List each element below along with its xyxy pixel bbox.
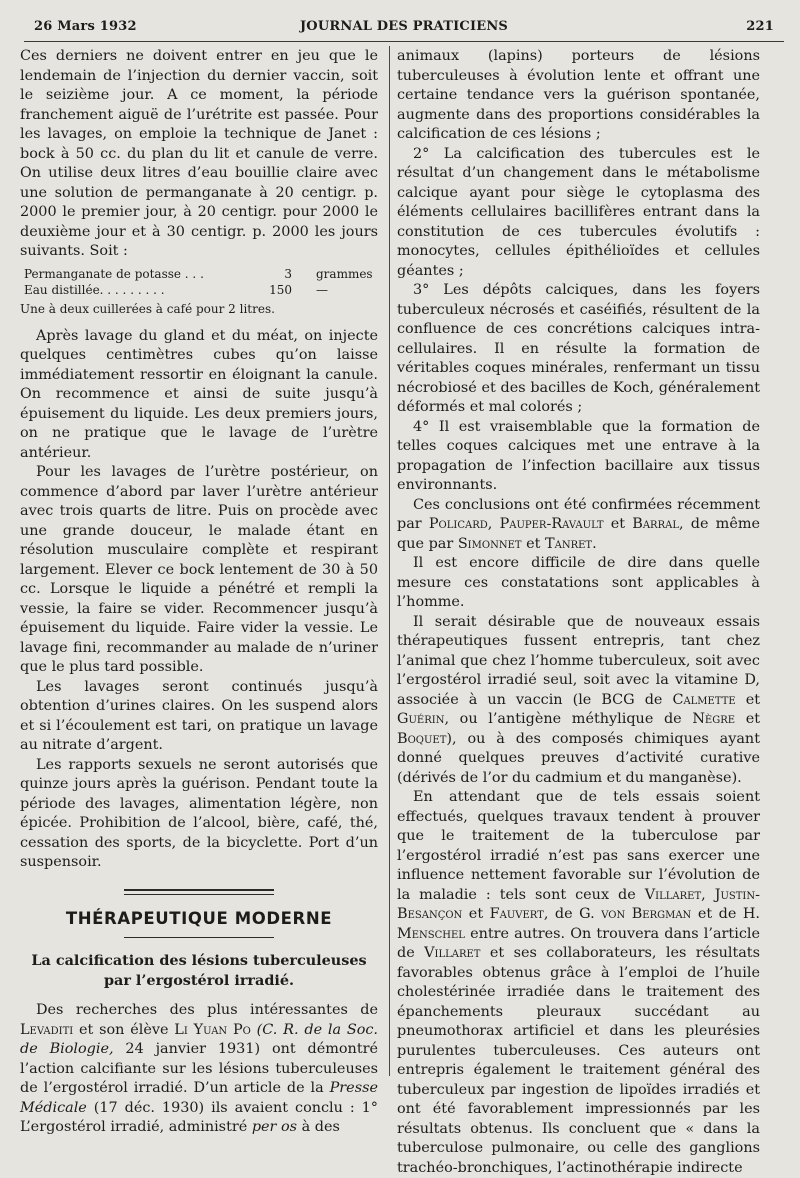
header-rule [24, 41, 784, 42]
text-run: (17 déc. 1930) ils avaient conclu : 1° L’ergostérol irradié, administré [20, 1099, 378, 1135]
text-run: et [735, 711, 760, 727]
author-name: Menschel [397, 925, 465, 942]
text-run: entre autres. On trouvera dans l’article de [397, 925, 760, 961]
author-name: Boquet [397, 730, 447, 747]
formula-row [20, 266, 378, 282]
paragraph-works [397, 788, 760, 1178]
paragraph-conclusion-4: 4° Il est vraisemblable que la formation de telles coques calciques met une entrave à la propagation de l’infection bacillaire aux tissus environnants. [397, 418, 760, 493]
citation: (C. R. de la Soc. de Biologie, [20, 1021, 379, 1057]
author-name: Nègre [692, 711, 736, 727]
prescription-formula [20, 266, 378, 317]
text-run: , ou l’antigène méthylique de [444, 711, 693, 727]
running-header [34, 19, 774, 39]
formula-unit: grammes [316, 266, 373, 281]
issue-date: 26 Mars 1932 [34, 19, 137, 34]
formula-ingredient: Eau distillée. . . . . . . . . [24, 282, 165, 297]
text-run: et [462, 906, 490, 922]
section-title: THÉRAPEUTIQUE MODERNE [65, 908, 333, 928]
text-run: Des recherches des plus intéressantes de [36, 1002, 378, 1018]
article-title [20, 951, 378, 991]
text-run: 24 janvier 1931) ont démontré l’action calcifiante sur les lésions tuberculeuses de l’ergostérol irradié. D’un article de la [20, 1041, 378, 1096]
author-name: Villaret [644, 886, 702, 903]
author-name: Policard [428, 516, 488, 532]
author-name: Guérin [397, 711, 445, 727]
author-name: Villaret [424, 945, 481, 961]
paragraph-uretre-posterieur: Pour les lavages de l’urètre postérieur, on commence d’abord par laver l’urètre antérieur avec trois quarts de litre. Puis on procède avec une grande douceur, le malade étant en résolution musculaire complète et respirant largement. Elever ce bock lentement de 30 à 50 cc. Lorsque le liquide a pénétré et rempli la vessie, la faire se vider. Recommencer jusqu’à épuisement du liquide. Faire vider la vessie. Le lavage fini, recommander au malade de n’uriner que le plus tard possible. [20, 464, 378, 675]
text-run: . [592, 535, 597, 552]
journal-title: JOURNAL DES PRATICIENS [299, 19, 509, 34]
formula-row [20, 282, 378, 298]
paragraph-conclusion-1: animaux (lapins) porteurs de lésions tuberculeuses à évolution lente et offrant une certaine tendance vers la guérison spontanée, augmente dans des proportions considérables la calcification de ces lésions ; [397, 48, 760, 142]
formula-note: Une à deux cuillerées à café pour 2 litres. [20, 301, 275, 316]
formula-unit: — [316, 282, 328, 297]
author-name: Levaditi [20, 1021, 74, 1038]
article-title-line: La calcification des lésions tuberculeuses [31, 952, 367, 969]
author-name: Tanret [545, 535, 593, 552]
text-run: et [521, 535, 545, 552]
section-rule-single [124, 937, 274, 938]
journal-reference: Presse Médicale [20, 1080, 378, 1116]
author-name: Pauper-Ravault [499, 516, 604, 532]
paragraph-article-intro [20, 1001, 378, 1138]
right-column [397, 47, 760, 1178]
paragraph-lavages-intro: Ces derniers ne doivent entrer en jeu que le lendemain de l’injection du dernier vaccin, soit le seizième jour. A ce moment, la période franchement aiguë de l’urétrite est passée. Pour les lavages, on emploie la technique de Janet : bock à 50 cc. du plan du lit et canule de verre. On utilise deux litres d’eau bouillie claire avec une solution de permanganate à 20 centigr. p. 2000 le premier jour, à 20 centigr. pour 2000 le deuxième jour et à 30 centigr. p. 2000 les jours suivants. Soit : [20, 48, 378, 259]
formula-quantity: 3 [284, 266, 292, 281]
author-name: Fauvert [489, 906, 544, 922]
formula-quantity: 150 [269, 282, 292, 297]
text-run: et [603, 516, 633, 532]
text-run: et ses collaborateurs, les résultats favorables obtenus grâce à l’emploi de l’huile cholestérinée irradiée dans le traitement des épanchements pleuraux succédant au pneumothorax artificiel et dans les pleurésies purulentes tuberculeuses. Ces auteurs ont entrepris également le traitement général des tuberculeux par ingestion de lipoïdes irradiés et ont été favorablement impressionnés par les résultats obtenus. Ils concluent que « dans la tuberculose pulmonaire, ou celle des ganglions trachéo-bronchiques, l’actinothérapie indirecte [397, 945, 760, 1176]
paragraph-conclusion-3: 3° Les dépôts calciques, dans les foyers tuberculeux nécrosés et caséifiés, résultent de la confluence de ces concrétions calciques intra-cellulaires. Il en résulte la formation de véritables coques minérales, renfermant un tissu nécrobiosé et des bacilles de Koch, généralement déformés et mal colorés ; [397, 282, 760, 415]
paragraph-new-trials [397, 613, 760, 789]
text-run: ), ou à des composés chimiques ayant donné quelques preuves d’activité curative (dérivés de l’or du cadmium et du manganèse). [397, 730, 760, 786]
text-run: , de G. [543, 906, 602, 922]
author-name: von Bergman [601, 906, 692, 922]
paragraph-hygiene: Les rapports sexuels ne seront autorisés que quinze jours après la guérison. Pendant toute la période des lavages, alimentation légère, non épicée. Prohibition de l’alcool, bière, café, thé, cessation des sports, de la bicyclette. Port d’un suspensoir. [20, 756, 378, 870]
text-run: Il serait désirable que de nouveaux essais thérapeutiques fussent entrepris, tant chez l’animal que chez l’homme tuberculeux, soit avec l’ergostérol irradié seul, soit avec la vitamine D, associée à un vaccin (le BCG de [397, 613, 760, 708]
paragraph-technique: Après lavage du gland et du méat, on injecte quelques centimètres cubes qu’on laisse immédiatement ressortir en éloignant la canule. On recommence et ainsi de suite jusqu’à épuisement du liquide. Les deux premiers jours, on ne pratique que le lavage de l’urètre antérieur. [20, 327, 378, 461]
text-run: et [735, 691, 761, 708]
text-run: et de H. [691, 906, 760, 922]
page-number: 221 [746, 19, 774, 34]
author-name: Li Yuan Po [174, 1021, 251, 1038]
text-run: , [701, 886, 715, 903]
text-run: , de même que par [397, 516, 761, 552]
paragraph-continuation: Les lavages seront continués jusqu’à obtention d’urines claires. On les suspend alors et si l’écoulement est tari, on pratique un lavage au nitrate d’argent. [20, 678, 378, 753]
text-run: à des [297, 1119, 340, 1135]
paragraph-conclusion-2: 2° La calcification des tubercules est le résultat d’un changement dans le métabolisme calcique ayant pour siège le cytoplasma des éléments cellulaires bacillifères entrant dans la constitution de ces tubercules évolutifs : monocytes, cellules épithélioïdes et cellules géantes ; [397, 145, 760, 279]
formula-ingredient: Permanganate de potasse . . . [24, 266, 204, 281]
article-title-line: par l’ergostérol irradié. [103, 972, 295, 989]
text-run: En attendant que de tels essais soient effectués, quelques travaux tendent à prouver que le traitement de la tuberculose par l’ergostérol irradié n’est pas sans exercer une influence nettement favorable sur l’évolution de la maladie : tels sont ceux de [397, 789, 760, 903]
section-rule-double [124, 889, 274, 895]
text-run: et son élève [73, 1021, 175, 1038]
author-name: Barral [632, 516, 679, 532]
latin-term: per os [251, 1119, 298, 1135]
text-run: Ces conclusions ont été confirmées récemment par [397, 496, 760, 532]
text-run: , [487, 516, 500, 532]
paragraph-confirmations [397, 496, 760, 555]
column-divider [389, 46, 390, 1076]
left-column [20, 47, 378, 1138]
author-name: Simonnet [457, 535, 522, 552]
author-name: Justin-Besançon [397, 886, 760, 922]
paragraph-difficulty: Il est encore difficile de dire dans quelle mesure ces constatations sont applicables à l’homme. [397, 555, 760, 610]
author-name: Calmette [672, 691, 736, 708]
